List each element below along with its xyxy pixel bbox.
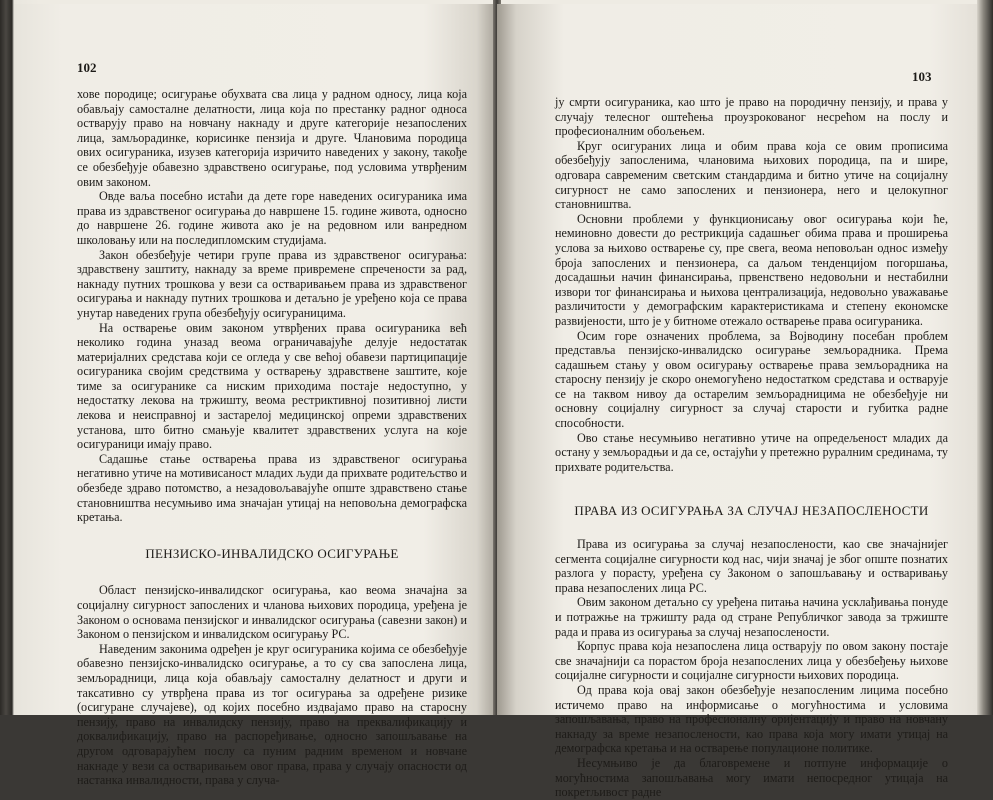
paragraph: Корпус права која незапослена лица остварују по овом закону постаје све значајнији са порастом броја незапослених лица у обезбеђењу њихове социјалне сигурности и социјалне сигурности њихових породица. [555,639,948,683]
page-edge [977,0,993,715]
paragraph: Несумњиво је да благовремене и потпуне информације о могућностима запошљавања могу имати непосредног утицаја на покретљивост радне [555,755,948,800]
section-heading-unemployment: ПРАВА ИЗ ОСИГУРАЊА ЗА СЛУЧАЈ НЕЗАПОСЛЕНОСТИ [574,503,929,519]
paragraph: Наведеним законима одређен је круг осигураника којима се обезбеђује обавезно пензијско-инвалидско осигурање, а то су сва запослена лица, земљорадници, лица која обављају самосталну делатност и други и таксативно су утврђена права из тог осигурања за одређене ризике (осигуране случајеве), од којих посебно издвајамо право на старосну пензију, право на инвалидску пензију, право на преквалификацију и доквалификацију, право на распоређивање, односно запошљавање на другом одговарајућем послу са пуним радним временом и новчане накнаде у вези са остваривањем овог права, права у случају опасности од настанка инвалидности, права у случа- [77,641,467,788]
paragraph: ју смрти осигураника, као што је право на породичну пензију, и права у случају телесног оштећења проузрокованог несрећом на послу и професионалним обољењем. [555,95,948,139]
page-number-right: 103 [912,69,932,84]
paragraph: Овде ваља посебно истаћи да дете горе наведених осигураника има права из здравственог осигурања до навршене 15. године живота, односно до навршене 26. године живота ако је на редовном или ванредном школовању или на последипломским студијама. [77,189,467,247]
right-page-text [555,95,948,800]
paragraph: Круг осигураних лица и обим права која се овим прописима обезбеђују запосленима, члановима њихових породица, па и шире, одговара савременим светским стандардима и битно утиче на социјалну сигурност не само запослених и пензионера, него и целокупног становништва. [555,138,948,212]
paragraph: Садашње стање остварења права из здравственог осигурања негативно утиче на мотивисаност младих људи да прихвате родитељство и обезбеде здраво потомство, а незадовољавајуће опште здравствено стање становништва несумњиво има значајан утицај на неповољна демографска кретања. [77,451,467,525]
paragraph: На остварење овим законом утврђених права осигураника већ неколико година уназад веома ограничавајуће делује недостатак материјалних средстава који се огледа у све већој обавези партиципације осигураника својим средствима у остварењу здравствене заштите, које тиме за осигуранике са ниским приходима постаје недоступно, у недостатку лекова на тржишту, веома рестриктивној позитивној листи лекова и неисправној и застарелој медицинској опреми здравствених установа, што битно смањује квалитет здравствених услуга на које осигураници имају право. [77,320,467,452]
paragraph: Права из осигурања за случај незапослености, као све значајнијег сегмента социјалне сигурности код нас, чији значај је због опште познатих разлога у порасту, уређена су Законом о запошљавању и остваривању права незапослених лица РС. [555,537,948,595]
paragraph: Област пензијско-инвалидског осигурања, као веома значајна за социјалну сигурност запослених и чланова њихових породица, уређена је Законом о основама пензијског и инвалидског осигурања (савезни закон) и Законом о пензијском и инвалидском осигурању РС. [77,583,467,642]
paragraph: Осим горе означених проблема, за Војводину посебан проблем представља пензијско-инвалидско осигурање земљорадника. Према садашњем стању у овом осигурању остварење права земљорадника на старосну пензију је скоро онемогућено недостатком средстава и остварује се на таквом нивоу да остарелим земљорадницима не обезбеђује ни основну социјалну сигурност за случај старости и губитка радне способности. [555,328,948,431]
paragraph: Основни проблеми у функционисању овог осигурања који ће, неминовно довести до рестрикција садашњег обима права и проширења услова за њихово остварење су, пре свега, веома неповољан однос између броја запослених и пензионера, са даљом тенденцијом погоршања, досадашњи начин финансирања, првенствено недовољни и нестабилни извори тог финансирања и њихова централизација, недовољно уважавање различитости у демографским карактеристикама и степену економске развијености, што је у битноме отежало остварење права осигураника. [555,211,948,328]
paragraph: Ово стање несумњиво негативно утиче на опредељеност младих да остану у земљорадњи и да се, остајући у претежно руралним срединама, ту прихвате родитељства. [555,430,948,474]
page-number-left: 102 [77,60,97,75]
right-page [497,4,977,800]
paragraph: Од права која овај закон обезбеђује незапосленим лицима посебно истичемо право на информисање о могућностима и условима запошљавања, право на професионалну оријентацију и право на новчану накнаду за време незапослености, као права која могу имати утицај на демографска кретања и на остварење популационе политике. [555,682,948,756]
section-heading-pension: ПЕНЗИСКО-ИНВАЛИДСКО ОСИГУРАЊЕ [145,545,399,561]
left-page-text [77,87,467,788]
left-page [14,4,496,788]
paragraph: Овим законом детаљно су уређена питања начина усклађивања понуде и потражње на тржишту рада од стране Републичког завода за тржиште рада и права из осигурања за случај незапослености. [555,595,948,639]
paragraph: хове породице; осигурање обухвата сва лица у радном односу, лица која обављају самосталне делатности, лица која по престанку радног односа остварују право на новчану накнаду и друге категорије незапослених лица, замљорадинке, корисинке пензија и друге. Члановима породица ових осигураника, изузев категорија изричито наведених у закону, такође се обезбеђује обавезно здравствено осигурање, под условима утврђеним овим законом. [77,87,467,189]
paragraph: Закон обезбеђује четири групе права из здравственог осигурања: здравствену заштиту, накнаду за време привремене спречености за рад, накнаду путних трошкова у вези са остваривањем права из здравственог осигурања и накнаду путних трошкова и детаљно је уређено која се права унутар наведених група обезбеђују осигураницима. [77,247,467,320]
